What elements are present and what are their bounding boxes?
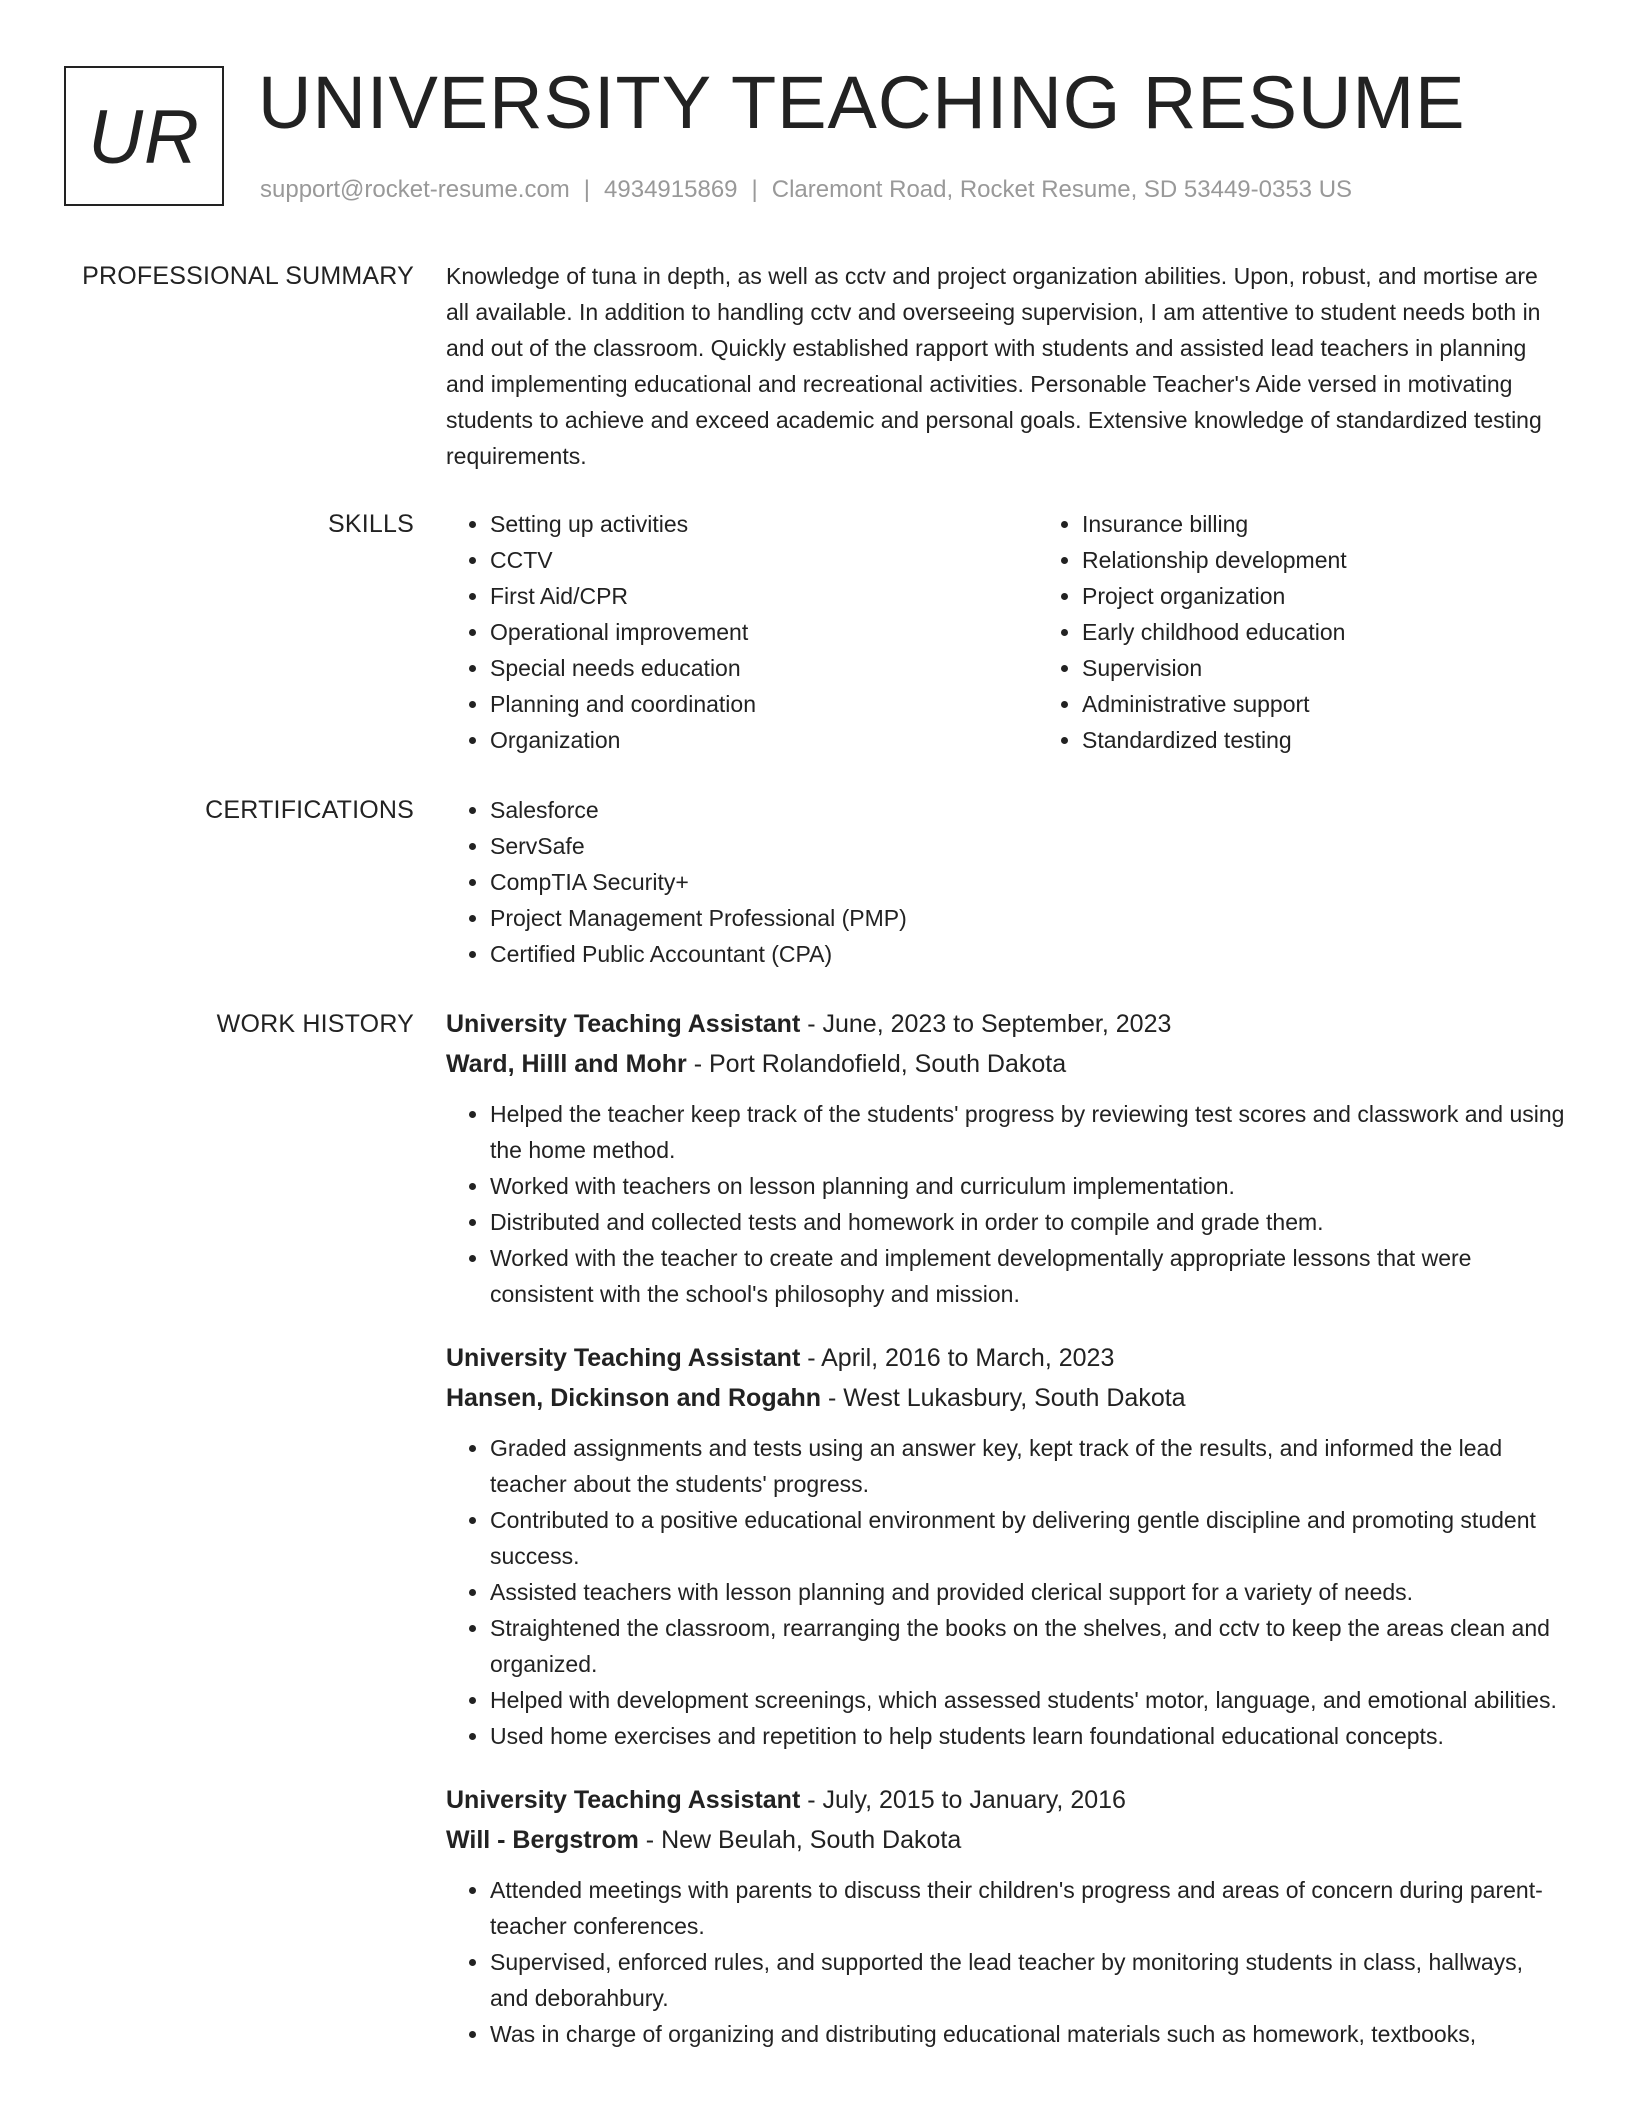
job-company: Hansen, Dickinson and Rogahn <box>446 1384 822 1412</box>
skill-item: • Supervision <box>1082 650 1630 686</box>
certifications-body <box>446 792 1566 972</box>
job-bullet: • Contributed to a positive educational environment by delivering gentle discipline and promoting student success. <box>490 1502 1566 1574</box>
certification-item: • CompTIA Security+ <box>490 864 1566 900</box>
job-bullet: • Was in charge of organizing and distributing educational materials such as homework, textbooks, <box>490 2016 1566 2052</box>
contact-separator: | <box>751 176 758 203</box>
section-label-work-history: WORK HISTORY <box>216 1010 414 1038</box>
job-bullet: • Helped the teacher keep track of the students' progress by reviewing test scores and classwork and using the home method. <box>490 1096 1566 1168</box>
job-dates: - April, 2016 to March, 2023 <box>800 1344 1115 1372</box>
contact-separator: | <box>583 176 591 203</box>
monogram-logo <box>64 66 224 206</box>
job-company-line <box>446 1820 1566 1860</box>
job-bullet: • Assisted teachers with lesson planning and provided clerical support for a variety of needs. <box>490 1574 1566 1610</box>
skill-item: • Planning and coordination <box>490 686 1038 722</box>
job-location: - New Beulah, South Dakota <box>638 1826 962 1854</box>
section-label-skills: SKILLS <box>328 510 414 538</box>
job-company-line <box>446 1378 1566 1418</box>
summary-body <box>446 258 1566 474</box>
job-entry <box>446 1780 1566 2052</box>
skill-item: • CCTV <box>490 542 1038 578</box>
skill-item: • Organization <box>490 722 1038 758</box>
skill-item: • Standardized testing <box>1082 722 1630 758</box>
skills-body <box>446 506 1566 758</box>
skill-item: • Relationship development <box>1082 542 1630 578</box>
job-bullet: • Distributed and collected tests and homework in order to compile and grade them. <box>490 1204 1566 1240</box>
monogram-initials: UR <box>88 94 200 180</box>
job-location: - Port Rolandofield, South Dakota <box>686 1050 1067 1078</box>
job-entry <box>446 1004 1566 1312</box>
certification-item: • Project Management Professional (PMP) <box>490 900 1566 936</box>
section-label-certifications: CERTIFICATIONS <box>205 796 414 824</box>
section-label-summary: PROFESSIONAL SUMMARY <box>82 262 414 290</box>
job-title-line <box>446 1004 1566 1044</box>
skill-item: • Special needs education <box>490 650 1038 686</box>
skill-item: • Operational improvement <box>490 614 1038 650</box>
job-bullet: • Supervised, enforced rules, and supported the lead teacher by monitoring students in class, hallways, and deborahbury. <box>490 1944 1566 2016</box>
certification-item: • Certified Public Accountant (CPA) <box>490 936 1566 972</box>
job-bullet: • Attended meetings with parents to discuss their children's progress and areas of concern during parent-teacher conferences. <box>490 1872 1566 1944</box>
job-bullet: • Helped with development screenings, which assessed students' motor, language, and emotional abilities. <box>490 1682 1566 1718</box>
job-entry <box>446 1338 1566 1754</box>
skill-item: • Insurance billing <box>1082 506 1630 542</box>
job-company-line <box>446 1044 1566 1084</box>
job-bullet: • Graded assignments and tests using an answer key, kept track of the results, and informed the lead teacher about the students' progress. <box>490 1430 1566 1502</box>
job-bullets <box>446 1872 1566 2052</box>
job-bullet: • Worked with the teacher to create and implement developmentally appropriate lessons that were consistent with the school's philosophy and mission. <box>490 1240 1566 1312</box>
job-bullet: • Straightened the classroom, rearranging the books on the shelves, and cctv to keep the areas clean and organized. <box>490 1610 1566 1682</box>
certifications-list <box>446 792 1566 972</box>
skill-item: • Project organization <box>1082 578 1630 614</box>
contact-email: support@rocket-resume.com <box>260 176 570 203</box>
job-title-line <box>446 1338 1566 1378</box>
job-title: University Teaching Assistant <box>446 1786 801 1814</box>
skills-list-right <box>1038 506 1630 758</box>
skill-item: • Administrative support <box>1082 686 1630 722</box>
job-title-line <box>446 1780 1566 1820</box>
job-title: University Teaching Assistant <box>446 1010 801 1038</box>
contact-line <box>260 174 1352 206</box>
summary-text: Knowledge of tuna in depth, as well as cctv and project organization abilities. Upon, robust, and mortise are all available. In addition to handling cctv and overseeing supervision, I am attentive to student needs both in and out of the classroom. Quickly established rapport with students and assisted lead teachers in planning and implementing educational and recreational activities. Personable Teacher's Aide versed in motivating students to achieve and exceed academic and personal goals. Extensive knowledge of standardized testing requirements. <box>446 263 1542 469</box>
job-company: Will - Bergstrom <box>446 1826 639 1854</box>
contact-phone: 4934915869 <box>604 176 738 203</box>
work-history-body <box>446 1004 1566 2078</box>
skills-list-left <box>446 506 1038 758</box>
certification-item: • Salesforce <box>490 792 1566 828</box>
job-company: Ward, Hilll and Mohr <box>446 1050 687 1078</box>
certification-item: • ServSafe <box>490 828 1566 864</box>
job-dates: - July, 2015 to January, 2016 <box>800 1786 1126 1814</box>
job-bullet: • Worked with teachers on lesson planning and curriculum implementation. <box>490 1168 1566 1204</box>
skill-item: • First Aid/CPR <box>490 578 1038 614</box>
job-location: - West Lukasbury, South Dakota <box>821 1384 1186 1412</box>
contact-address: Claremont Road, Rocket Resume, SD 53449-0353 US <box>771 176 1353 203</box>
job-bullet: • Used home exercises and repetition to help students learn foundational educational concepts. <box>490 1718 1566 1754</box>
skill-item: • Early childhood education <box>1082 614 1630 650</box>
job-title: University Teaching Assistant <box>446 1344 801 1372</box>
resume-title: UNIVERSITY TEACHING RESUME <box>258 61 1466 144</box>
job-bullets <box>446 1430 1566 1754</box>
job-dates: - June, 2023 to September, 2023 <box>800 1010 1172 1038</box>
skill-item: • Setting up activities <box>490 506 1038 542</box>
job-bullets <box>446 1096 1566 1312</box>
